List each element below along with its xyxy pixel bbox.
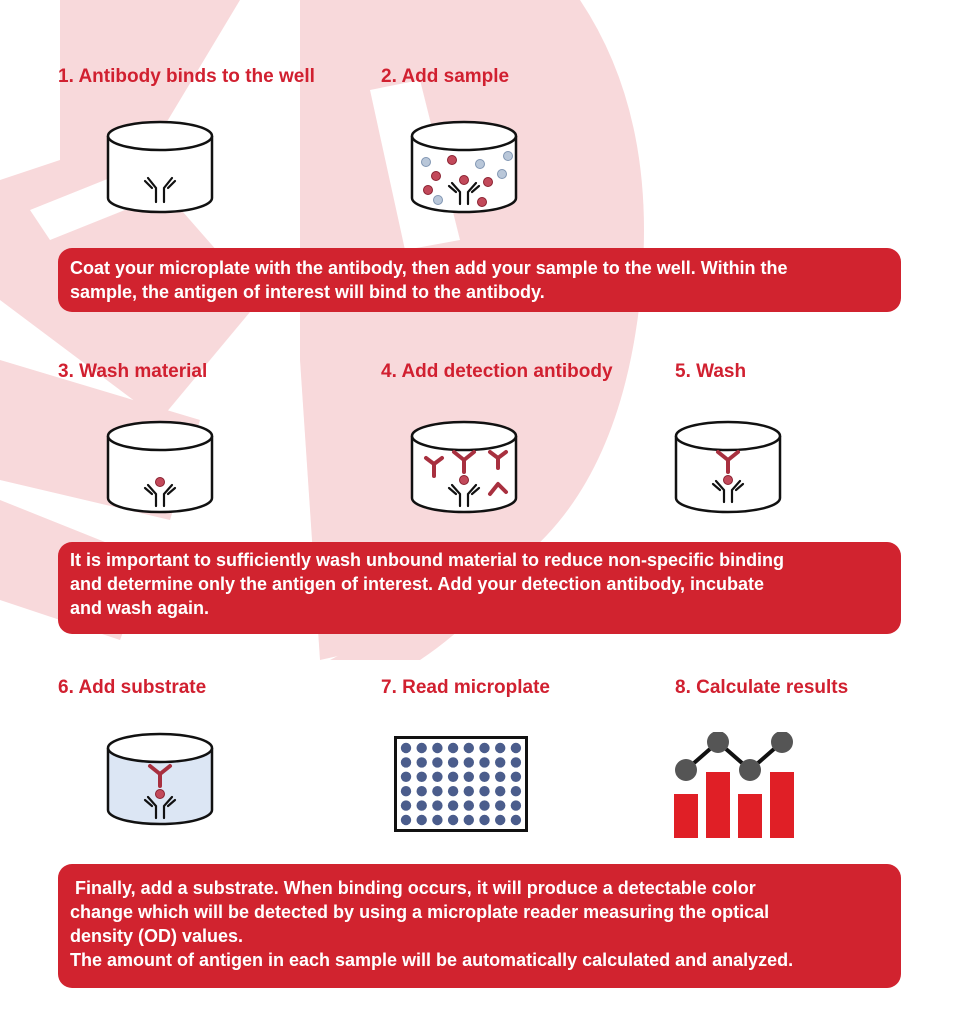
microplate-well	[479, 757, 489, 767]
microplate-well	[479, 815, 489, 825]
microplate-well	[432, 815, 442, 825]
result-bar	[738, 794, 762, 838]
microplate-well	[511, 786, 521, 796]
microplate-well	[511, 743, 521, 753]
bound-antigen-icon	[156, 790, 165, 799]
microplate-well	[479, 772, 489, 782]
bound-antigen-icon	[460, 476, 469, 485]
microplate-well	[464, 786, 474, 796]
microplate-well	[417, 786, 427, 796]
microplate-well	[417, 772, 427, 782]
result-bar	[674, 794, 698, 838]
microplate-well	[448, 743, 458, 753]
microplate-well	[464, 772, 474, 782]
step-7-title: 7. Read microplate	[381, 677, 550, 698]
microplate-well	[495, 743, 505, 753]
step-4-title: 4. Add detection antibody	[381, 361, 613, 382]
microplate-well	[432, 757, 442, 767]
microplate-well	[417, 743, 427, 753]
antibody-well-illustration	[104, 118, 216, 218]
result-bar	[706, 772, 730, 838]
microplate-well	[479, 800, 489, 810]
step-8-title: 8. Calculate results	[675, 677, 849, 698]
microplate-well	[495, 800, 505, 810]
microplate-well	[448, 815, 458, 825]
microplate-well	[432, 772, 442, 782]
microplate-well	[448, 772, 458, 782]
microplate-well	[432, 743, 442, 753]
microplate-well	[495, 815, 505, 825]
result-point	[707, 732, 729, 753]
microplate-well	[417, 800, 427, 810]
step-5-title: 5. Wash	[675, 361, 747, 382]
microplate-well	[464, 743, 474, 753]
microplate-well	[464, 815, 474, 825]
result-point	[771, 732, 793, 753]
microplate-well	[495, 772, 505, 782]
microplate-well	[417, 757, 427, 767]
bound-antigen-icon	[156, 478, 165, 487]
substrate-well-illustration	[104, 730, 216, 830]
microplate-illustration	[394, 736, 528, 832]
microplate-well	[511, 800, 521, 810]
washed-well-illustration	[104, 418, 216, 518]
result-point	[675, 759, 697, 781]
results-chart-illustration	[668, 732, 796, 840]
microplate-well	[448, 800, 458, 810]
sample-well-illustration	[408, 118, 520, 218]
result-trend-line	[686, 742, 782, 770]
microplate-well	[511, 772, 521, 782]
microplate-well	[479, 786, 489, 796]
microplate-well	[432, 800, 442, 810]
microplate-well	[495, 757, 505, 767]
result-point	[739, 759, 761, 781]
step-1-2-description: Coat your microplate with the antibody, then add your sample to the well. Within the sample, the antigen of interest will bind to the antibody.	[58, 248, 901, 312]
microplate-well	[401, 815, 411, 825]
microplate-well	[511, 757, 521, 767]
microplate-well	[401, 800, 411, 810]
microplate-well	[448, 786, 458, 796]
microplate-well	[401, 743, 411, 753]
result-bar	[770, 772, 794, 838]
step-6-title: 6. Add substrate	[58, 677, 207, 698]
microplate-well	[511, 815, 521, 825]
microplate-well	[479, 743, 489, 753]
microplate-well	[448, 757, 458, 767]
microplate-well	[495, 786, 505, 796]
microplate-well	[401, 786, 411, 796]
microplate-well	[401, 757, 411, 767]
detection-antibody-well-illustration	[408, 418, 520, 518]
bound-antigen-icon	[724, 476, 733, 485]
microplate-well	[464, 800, 474, 810]
sandwich-well-illustration	[672, 418, 784, 518]
microplate-well	[464, 757, 474, 767]
microplate-well	[417, 815, 427, 825]
microplate-well	[432, 786, 442, 796]
step-2-title: 2. Add sample	[381, 66, 510, 87]
step-3-5-description: It is important to sufficiently wash unbound material to reduce non-specific binding and determine only the antigen of interest. Add your detection antibody, incubate and wash again.	[58, 542, 901, 634]
step-1-title: 1. Antibody binds to the well	[58, 66, 315, 87]
microplate-well	[401, 772, 411, 782]
step-3-title: 3. Wash material	[58, 361, 208, 382]
step-6-8-description: Finally, add a substrate. When binding occurs, it will produce a detectable color change which will be detected by using a microplate reader measuring the optical density (OD) values. The amount of antigen in each sample will be automatically calculated and analyzed.	[58, 864, 901, 988]
